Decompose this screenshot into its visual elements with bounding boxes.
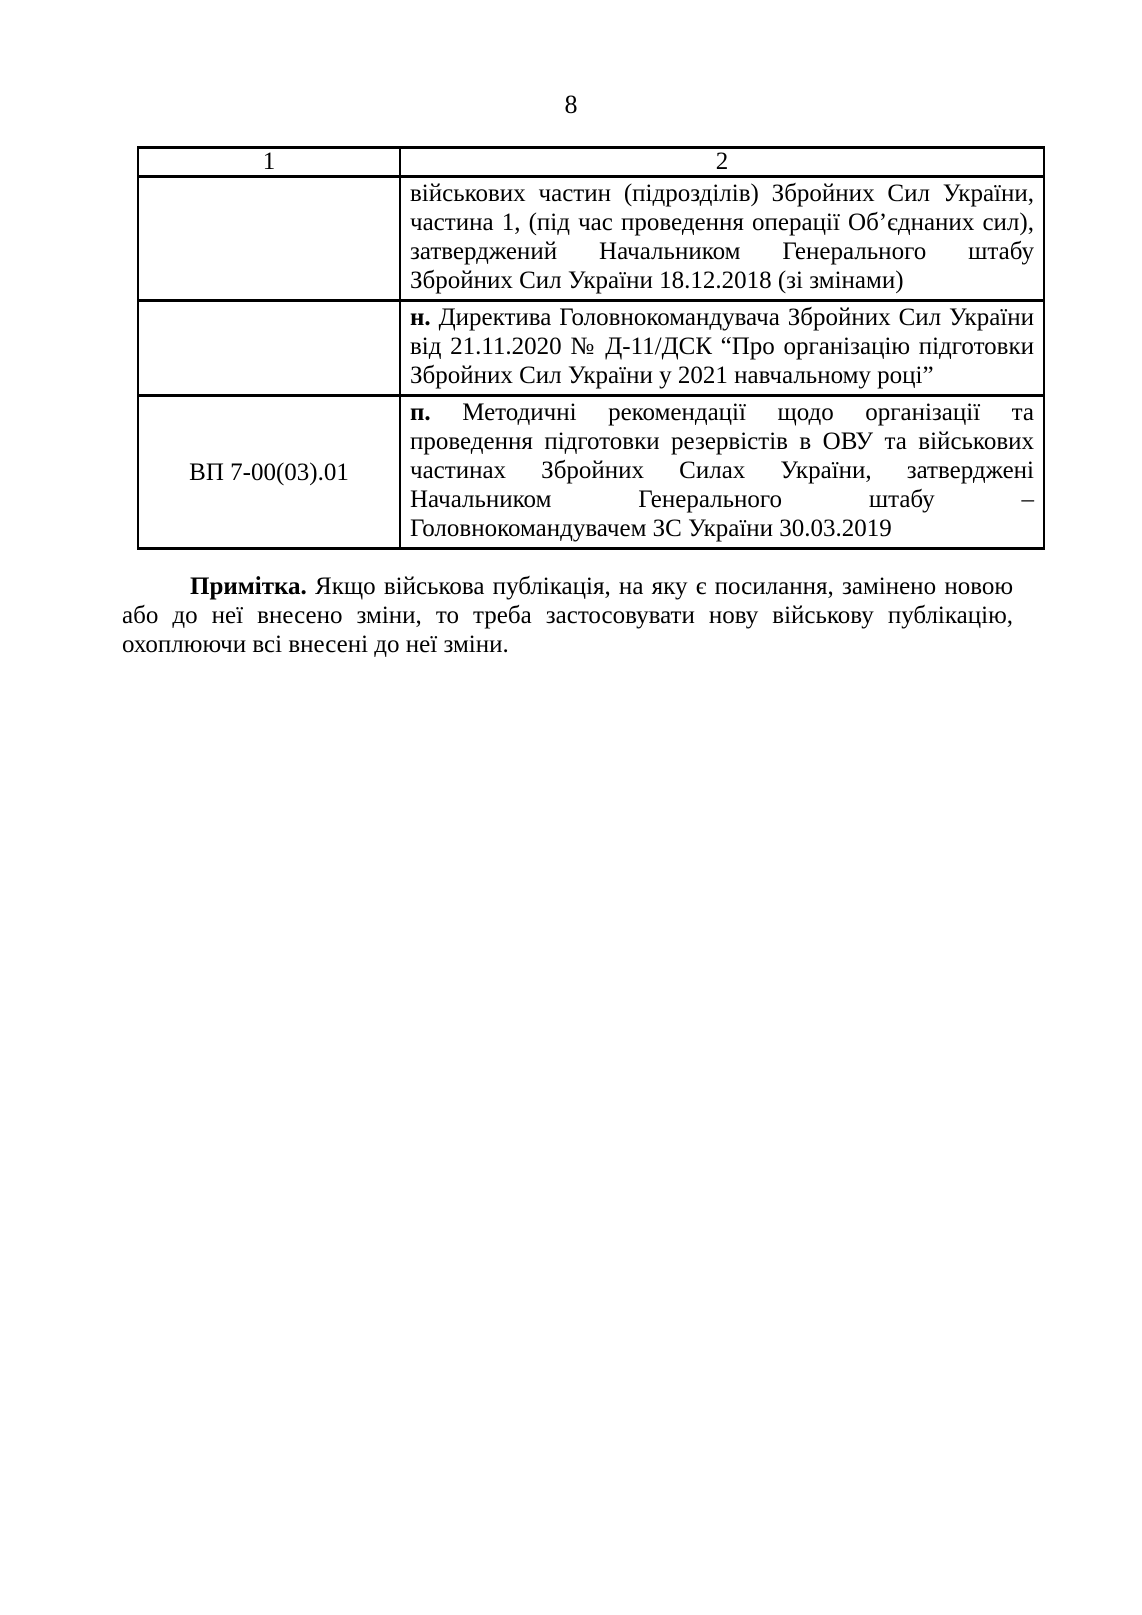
doc-id-cell bbox=[138, 177, 400, 301]
references-table bbox=[137, 146, 1045, 550]
description-text: військових частин (підрозділів) Збройних Сил України, частина 1, (під час проведення операції Об’єднаних сил), затверджений Начальником Генерального штабу Збройних Сил України 18.12.2018 (зі змінами) bbox=[410, 180, 1034, 294]
description-text: Директива Головнокомандувача Збройних Сил України від 21.11.2020 № Д-11/ДСК “Про організацію підготовки Збройних Сил України у 2021 навчальному році” bbox=[410, 304, 1034, 389]
table-row bbox=[138, 177, 1044, 301]
table-header-row bbox=[138, 148, 1044, 177]
page-number: 8 bbox=[564, 90, 578, 119]
description-cell bbox=[400, 177, 1044, 301]
description-text: Методичні рекомендації щодо організації та проведення підготовки резервістів в ОВУ та військових частинах Збройних Силах України, затверджені Начальником Генерального штабу – Головнокомандувачем ЗС України 30.03.2019 bbox=[410, 399, 1035, 542]
header-cell-col1: 1 bbox=[138, 148, 400, 177]
table-row bbox=[138, 396, 1044, 549]
doc-id-cell bbox=[138, 301, 400, 396]
description-cell bbox=[400, 396, 1044, 549]
note-paragraph bbox=[122, 572, 1013, 659]
description-cell bbox=[400, 301, 1044, 396]
note-text: Якщо військова публікація, на яку є посилання, замінено новою або до неї внесено зміни, то треба застосовувати нову військову публікацію, охоплюючи всі внесені до неї зміни. bbox=[122, 573, 1014, 658]
doc-id-cell: ВП 7-00(03).01 bbox=[138, 396, 400, 549]
table-row bbox=[138, 301, 1044, 396]
item-letter: п. bbox=[410, 399, 431, 426]
item-letter: н. bbox=[410, 304, 431, 331]
header-cell-col2: 2 bbox=[400, 148, 1044, 177]
note-label: Примітка. bbox=[190, 573, 307, 600]
